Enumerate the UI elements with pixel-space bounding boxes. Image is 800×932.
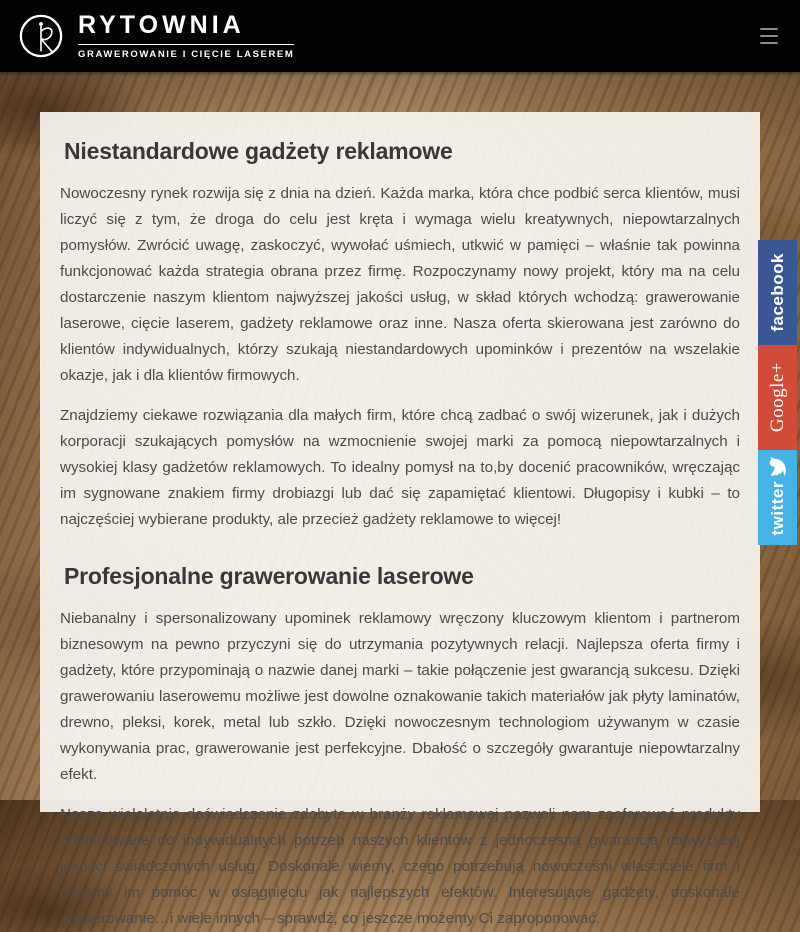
social-sidebar [758,240,797,545]
googleplus-button[interactable] [758,345,797,450]
paragraph: Nasze wieloletnie doświadczenie zdobyte w branży reklamowej pozwoli nam zaoferować produkty dostosowane do indywidualnych potrzeb naszych klientów z jednoczesną gwarancją najwyższej jakości świadczonych usług. Doskonale wiemy, czego potrzebują nowocześni właściciele firm i chcemy im pomóc w osiągnięciu jak najlepszych efektów. Interesujące gadżety, doskonałe grawerowanie…i wiele innych – sprawdź, co jeszcze możemy Ci zaproponować. [60,806,740,927]
paragraph: Znajdziemy ciekawe rozwiązania dla małych firm, które chcą zadbać o swój wizerunek, jak i dużych korporacji szukających pomysłów na wzmocnienie swojej marki za pomocą niepowtarzalnych i wysokiej klasy gadżetów reklamowych. To idealny pomysł na to,by docenić pracowników, wręczając im sygnowane znakiem firmy drobiazgi lub dać się zapamiętać klientowi. Długopisy i kubki – to najczęściej wybierane produkty, ale przecież gadżety reklamowe to więcej! [60,407,740,528]
section-heading-gadzety: Niestandardowe gadżety reklamowe [64,138,453,164]
article-panel [40,112,760,927]
facebook-button[interactable] [758,240,797,345]
googleplus-label: Google+ [767,362,788,433]
brand-tagline: GRAWEROWANIE I CIĘCIE LASEREM [78,44,294,60]
paragraph: Niebanalny i spersonalizowany upominek reklamowy wręczony kluczowym klientom i partnerom biznesowym na pewno przyczyni się do utrzymania pozytywnych relacji. Najlepsza oferta firmy i gadżety, które przypominają o nazwie danej marki – takie połączenie jest gwarancją sukcesu. Dzięki grawerowaniu laserowemu możliwe jest dowolne oznakowanie takich materiałów jak płyty laminatów, drewno, pleksi, korek, metal lub szkło. Dzięki nowoczesnym technologiom używanym w czasie wykonywania prac, grawerowanie jest perfekcyjne. Dbałość o szczegóły gwarantuje niepowtarzalny efekt. [60,610,740,783]
hamburger-icon[interactable] [756,26,782,46]
site-logo[interactable] [18,10,295,60]
twitter-bird-icon [769,457,786,477]
section-heading-grawerowanie: Profesjonalne grawerowanie laserowe [64,563,474,589]
facebook-label: facebook [768,253,787,332]
paragraph: Nowoczesny rynek rozwija się z dnia na dzień. Każda marka, która chce podbić serca klientów, musi liczyć się z tym, że droga do celu jest kręta i wymaga wielu kreatywnych, niepowtarzalnych pomysłów. Zwrócić uwagę, zaskoczyć, wywołać uśmiech, utkwić w pamięci – właśnie tak powinna funkcjonować każda strategia obrana przez firmę. Rozpoczynamy nowy projekt, który ma na celu dostarczenie naszym klientom najwyższej jakości usług, w skład których wchodzą: grawerowanie laserowe, cięcie laserem, gadżety reklamowe oraz inne. Nasza oferta skierowana jest zarówno do klientów indywidualnych, którzy szukają niestandardowych upominków i prezentów na wszelakie okazje, jak i dla klientów firmowych. [60,185,740,384]
twitter-button[interactable] [758,450,797,545]
brand-name: RYTOWNIA [78,10,245,39]
site-header [0,0,800,72]
twitter-label: twitter [768,481,787,536]
rytownia-monogram-icon [18,13,64,59]
